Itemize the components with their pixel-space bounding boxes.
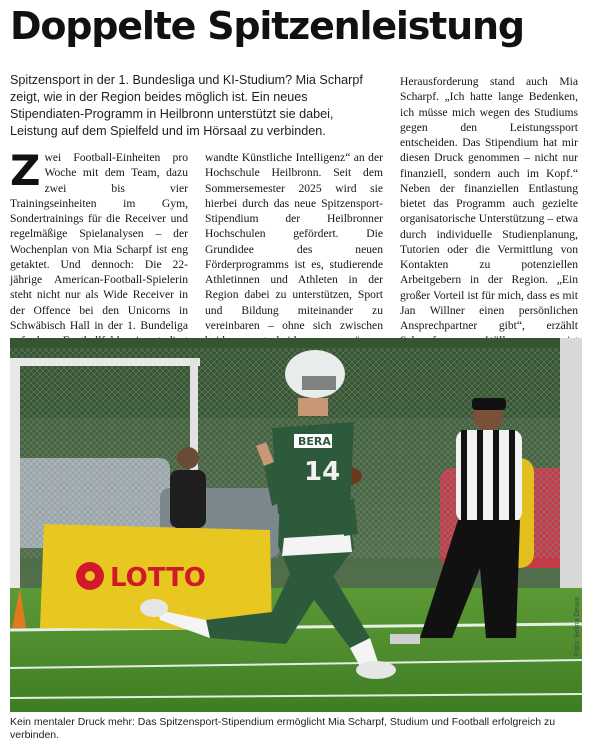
body-column-1 xyxy=(10,146,188,332)
body-column-3: Herausforderung stand auch Mia Scharpf. „Ich hatte lange Bedenken, ich müsse mich wegen des Studiums gegen den Leistungssport entscheiden. Das Stipendium hat mir diesen Druck genommen – nicht nur finanziell, sondern auch im Kopf.“ Neben der finanziellen Entlastung bietet das Programm auch gezielte organisatorische Unterstützung – etwa durch individuelle Studienplanung, Tutorien oder die Vermittlung von Kontakten zu potenziellen Arbeitgebern in der Region. „Ein großer Vorteil ist für mich, dass es mit Jan Willner einen persönlichen Ansprechpartner gibt“, erzählt xyxy=(400,75,578,332)
photo-credit: Foto: Selina Deuss xyxy=(574,596,581,656)
banner-text: LOTTO xyxy=(110,563,206,593)
jersey-number: 14 xyxy=(304,457,341,487)
lead-paragraph: Spitzensport in der 1. Bundesliga und KI-Studium? Mia Scharpf zeigt, wie in der Region beides möglich ist. Ein neues Stipendiaten-Programm in Heilbronn unterstützt sie dabei, Leistung auf dem Spielfeld und im Hörsaal zu verbinden. xyxy=(10,73,363,138)
jersey-sponsor: BERA xyxy=(298,435,331,448)
body-column-1-text: wei Football-Einheiten pro Woche mit dem Team, dazu zwei bis vier Trainingseinheiten im Gym, Sondertrainings für die Receiver und regelmäßige Spielanalysen – der Wochenplan von Mia Scharpf ist eng getaktet. Und dennoch: Die 22-jährige American-Football-Spielerin steht nicht nur als Wide Receiver in der Offence bei den Unicorns in Schwäbisch Hall in der 1. Bundeliga xyxy=(10,151,188,332)
drop-cap: Z xyxy=(10,146,41,195)
headline: Doppelte Spitzenleistung xyxy=(10,4,524,48)
photo-caption: Kein mentaler Druck mehr: Das Spitzensport-Stipendium ermöglicht Mia Scharpf, Studium und Football erfolgreich zu verbinden. xyxy=(10,716,556,741)
body-column-2: wandte Künstliche Intelligenz“ an der Hochschule Heilbronn. Seit dem Sommersemester 2025 wird sie hierbei durch das neue Spitzensport-Stipendium der Heilbronner Hochschulen gefördert. Die Grundidee des neuen Förderprogramms ist es, studierende Athletinnen und Athleten in der Region dabei zu unterstützen, Sport und Bildung miteinander zu vereinbaren – ohne sich zwischen xyxy=(205,151,383,332)
football-photo xyxy=(10,338,582,712)
